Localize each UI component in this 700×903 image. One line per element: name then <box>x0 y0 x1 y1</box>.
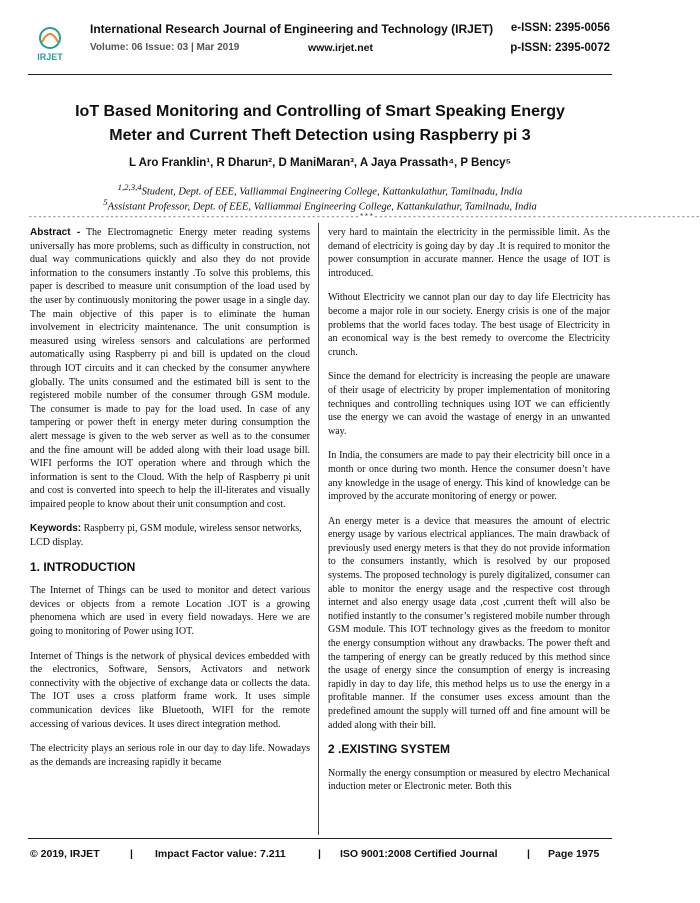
paper-title <box>40 100 600 148</box>
volume-issue: Volume: 06 Issue: 03 | Mar 2019 <box>90 42 240 53</box>
page-header <box>30 22 610 62</box>
intro-paragraph-2: Internet of Things is the network of physical devices embedded with the electronics, Software, Sensors, Activators and network connectivity with the objective of exchange data or collects the data. The IOT uses a cross platform frame work. It uses simple communication devices like Bluetooth, WIFI for the remote accessing of various devices. It uses direct integration method. <box>30 650 310 730</box>
affiliation-2 <box>30 197 610 213</box>
section-heading-existing-system: 2 .EXISTING SYSTEM <box>328 742 451 757</box>
keywords-label: Keywords: <box>30 523 82 535</box>
title-line-1: IoT Based Monitoring and Controlling of Smart Speaking Energy <box>75 103 565 120</box>
abstract-label: Abstract - <box>30 227 81 238</box>
affiliation-2-sup: 5 <box>103 197 108 207</box>
affiliation-2-text: Assistant Professor, Dept. of EEE, Valliammai Engineering College, Kattankulathur, Tamilnadu, India <box>107 201 537 213</box>
keywords-text: Raspberry pi, GSM module, wireless sensor networks, LCD display. <box>30 523 302 549</box>
footer-sep-2: | <box>318 848 321 860</box>
right-paragraph-5: An energy meter is a device that measures the amount of electric energy usage by various electrical appliances. The main drawback of previously used energy meters is that they do not provide information to the consumers instantly, which is resolved by our proposed systems. The proposed technology is purely digitalized, consumer can able to monitor the energy usage and the respective cost through internet and also energy usage data ,cost ,current theft will also be notified instantly to the consumer’s registered mobile number through GSM module. This IOT technology gives as the freedom to monitor the energy consumption without any drawbacks. The power theft and the tampering of energy can be greatly reduced by this method since the usage of energy since the consumption of energy is increasing rapidly in day to day life, this method helps us to use the energy in a profitable manner. If the consumer uses excess amount than the predefined amount the supply will turned off and fine amount will be added along with their bill. <box>328 515 610 731</box>
footer-page-number: Page 1975 <box>548 848 600 860</box>
e-issn: e-ISSN: 2395-0056 <box>510 22 610 34</box>
p-issn: p-ISSN: 2395-0072 <box>510 42 610 54</box>
journal-title: International Research Journal of Engineering and Technology (IRJET) <box>90 22 494 36</box>
footer-impact-factor: Impact Factor value: 7.211 <box>155 848 286 860</box>
right-paragraph-2: Without Electricity we cannot plan our day to day life Electricity has become a major role in our society. Energy crisis is one of the major problems that the world faces today. The best usage of Electricity in an economical way is the best remedy to overcome the Electricity crunch. <box>328 292 610 358</box>
right-column <box>328 226 610 805</box>
footer-copyright: © 2019, IRJET <box>30 848 100 860</box>
right-paragraph-1: very hard to maintain the electricity in the permissible limit. As the demand of electricity is going day by day .It is required to monitor the power consumption in accurate manner. Hence the usage of IOT is introduced. <box>328 227 610 279</box>
footer-sep-3: | <box>527 848 530 860</box>
abstract <box>30 226 310 511</box>
right-paragraph-6: Normally the energy consumption or measured by electro Mechanical induction meter or Electronic meter. Both this <box>328 767 610 793</box>
affiliation-1 <box>30 182 610 198</box>
section-heading-introduction: 1. INTRODUCTION <box>30 559 136 574</box>
authors: L Aro Franklin¹, R Dharun², D ManiMaran³, A Jaya Prassath⁴, P Bency⁵ <box>129 157 511 169</box>
abstract-text: The Electromagnetic Energy meter reading systems universally has more problems, such as difficulty in construction, not dual way communications quickly and also they do not provide information to the consumers instantly .To solve this problems, this paper is described to measure unit consumption of the load used by the user by continuously monitoring the power usage in a single day. The main objective of this paper is to eliminate the human involvement in electricity maintenance. The unit consumption is measured using wireless sensors and calculations are performed automatically using Raspberry pi and bill is updated on the cloud through IOT circuits and it can checked by the consumer anywhere globally. The units consumed and the estimated bill is sent to the registered mobile number of the consumer through GSM module. The consumer is made to pay for the load used. In case of any tampering or power theft in energy meter during consumption the alert message is given to the web server as well as to the consumer and the fine amount will be added along with their load usage bill. WIFI performs the IOT operation where and through which the information is sent to the Cloud. With the help of Raspberry pi unit and cost is converted into speech to help the ill-literates and visually impaired people to know about their unit consumption and cost. <box>30 227 310 510</box>
intro-paragraph-3: The electricity plays an serious role in our day to day life. Nowadays as the demands are increasing rapidly it became <box>30 743 310 768</box>
website-link[interactable]: www.irjet.net <box>308 42 373 54</box>
footer-iso: ISO 9001:2008 Certified Journal <box>340 848 498 860</box>
title-line-2: Meter and Current Theft Detection using Raspberry pi 3 <box>109 127 531 144</box>
intro-paragraph-1: The Internet of Things can be used to monitor and detect various devices or objects from a remote Location .IOT is a growing phenomena which are used in every field nowadays. Here we are going to monitoring of Power using IOT. <box>30 585 310 638</box>
footer-rule <box>28 838 612 839</box>
left-column <box>30 226 310 780</box>
affiliation-1-text: Student, Dept. of EEE, Valliammai Engineering College, Kattankulathur, Tamilnadu, India <box>141 186 523 198</box>
keywords <box>30 522 310 549</box>
right-paragraph-4: In India, the consumers are made to pay their electricity bill once in a month or once during two month. Hence the consumer doesn’t have any knowledge in the usage of energy. This kind of knowledge can be improved by the accurate monitoring of energy or power. <box>328 450 610 503</box>
header-rule <box>28 74 612 75</box>
affiliation-1-sup: 1,2,3,4 <box>117 182 142 192</box>
column-divider <box>318 223 319 835</box>
svg-text:IRJET: IRJET <box>37 52 63 62</box>
separator-line: ---------------------------------------------------------------------***-------------------------------------------------------------------- <box>28 213 700 222</box>
right-paragraph-3: Since the demand for electricity is increasing the people are unaware of their usage of electricity by proper implementation of monitoring techniques and controlling techniques using IOT we can efficiently use the energy we can avoid the wastage of energy in an unwanted way. <box>328 371 610 437</box>
footer-sep-1: | <box>130 848 133 860</box>
irjet-logo <box>30 22 70 62</box>
